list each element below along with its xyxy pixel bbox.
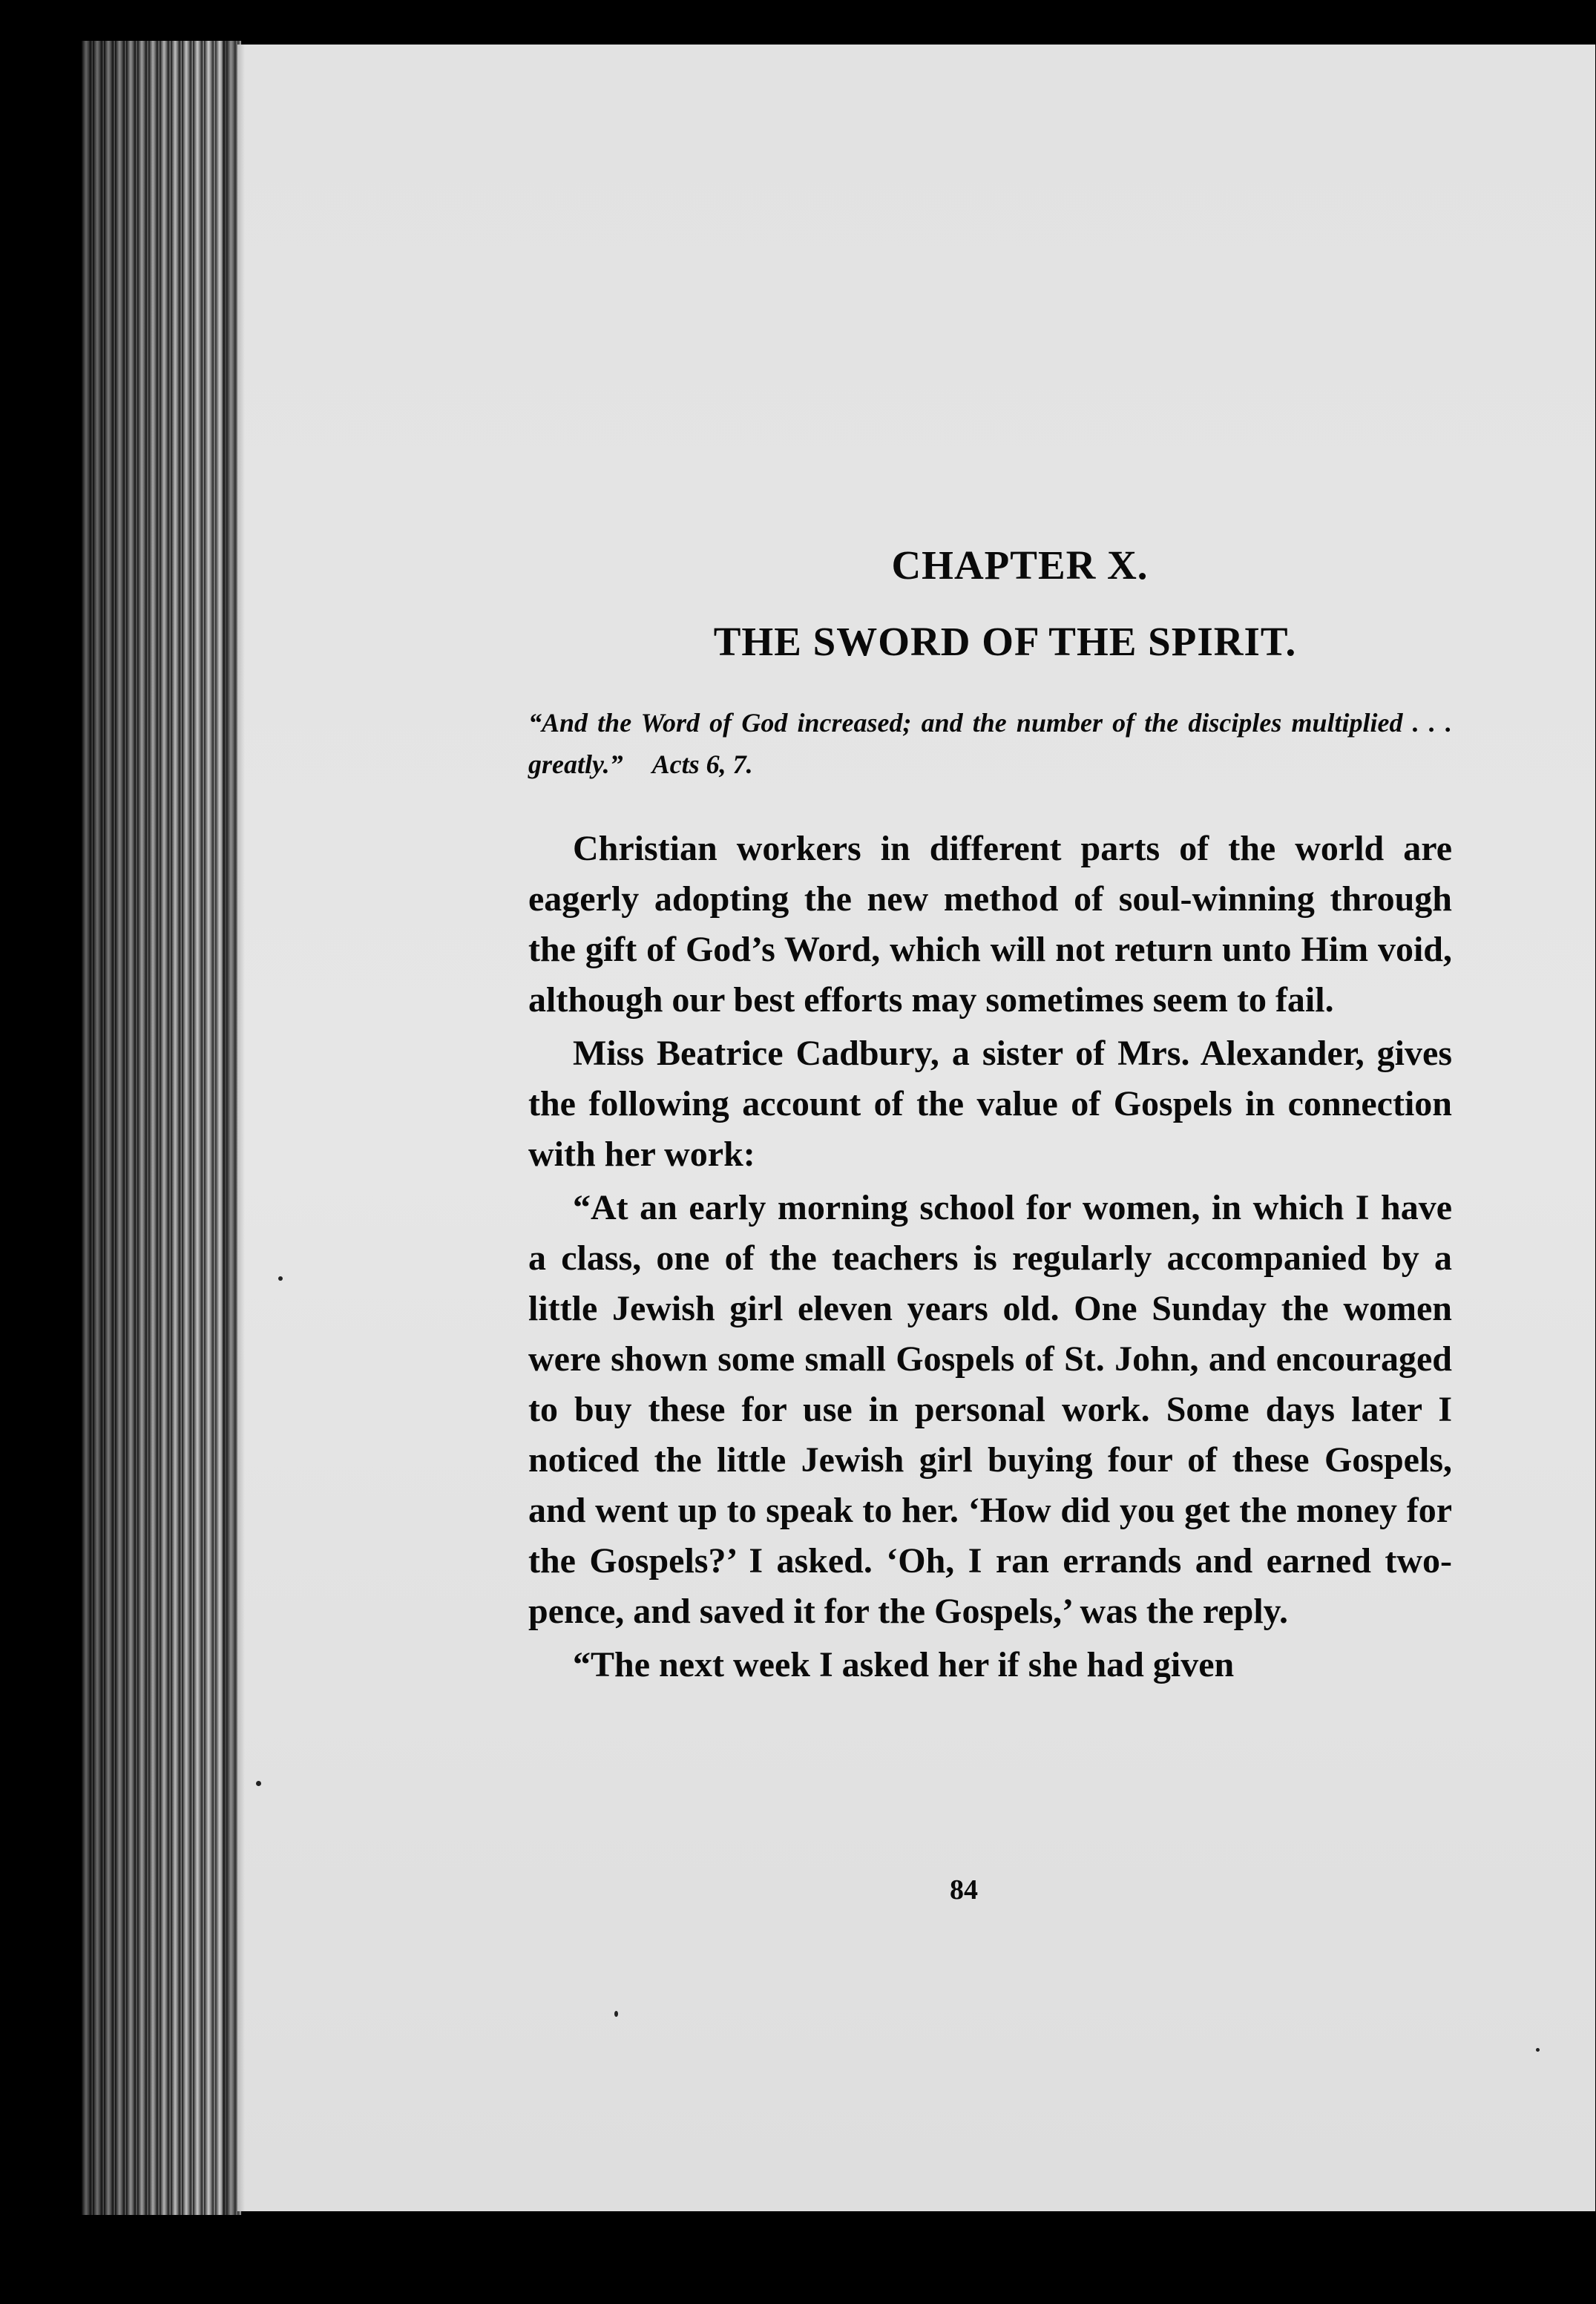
page-edges-shading [82, 41, 241, 2215]
dust-speck [1536, 2048, 1540, 2052]
paragraph: “At an early morning school for women, in which I have a class, one of the teachers is regularly accompanied by a little Jewish girl eleven years old. One Sunday the women were shown some small Gospels of St. John, and encouraged to buy these for use in personal work. Some days later I noticed the little Jewish girl buying four of these Gospels, and went up to speak to her. ‘How did you get the money for the Gospels?’ I asked. ‘Oh, I ran errands and earned two-pence, and saved it for the Gospels,’ was the reply. [528, 1188, 1452, 1631]
dust-speck [278, 1276, 283, 1281]
epigraph-reference: Acts 6, 7. [651, 749, 753, 779]
page-text-block [528, 542, 1452, 1693]
epigraph [528, 702, 1452, 785]
paragraph: “The next week I asked her if she had given [573, 1645, 1235, 1684]
dust-speck [614, 2011, 618, 2017]
paragraph: Miss Beatrice Cadbury, a sister of Mrs. Alexander, gives the following account of the value of Gospels in connection with her work: [528, 1034, 1452, 1174]
gutter-shadow [223, 41, 245, 2215]
page-number: 84 [950, 1874, 978, 1906]
paragraph: Christian workers in different parts of the world are eagerly adopting the new method of soul-winning through the gift of God’s Word, which will not return unto Him void, although our best efforts may sometimes seem to fail. [528, 829, 1452, 1020]
epigraph-text: “And the Word of God increased; and the number of the disciples multiplied . . . greatly.” [528, 708, 1452, 779]
chapter-heading: CHAPTER X. [891, 542, 1149, 588]
chapter-title: THE SWORD OF THE SPIRIT. [713, 619, 1297, 664]
dust-speck [256, 1781, 261, 1786]
